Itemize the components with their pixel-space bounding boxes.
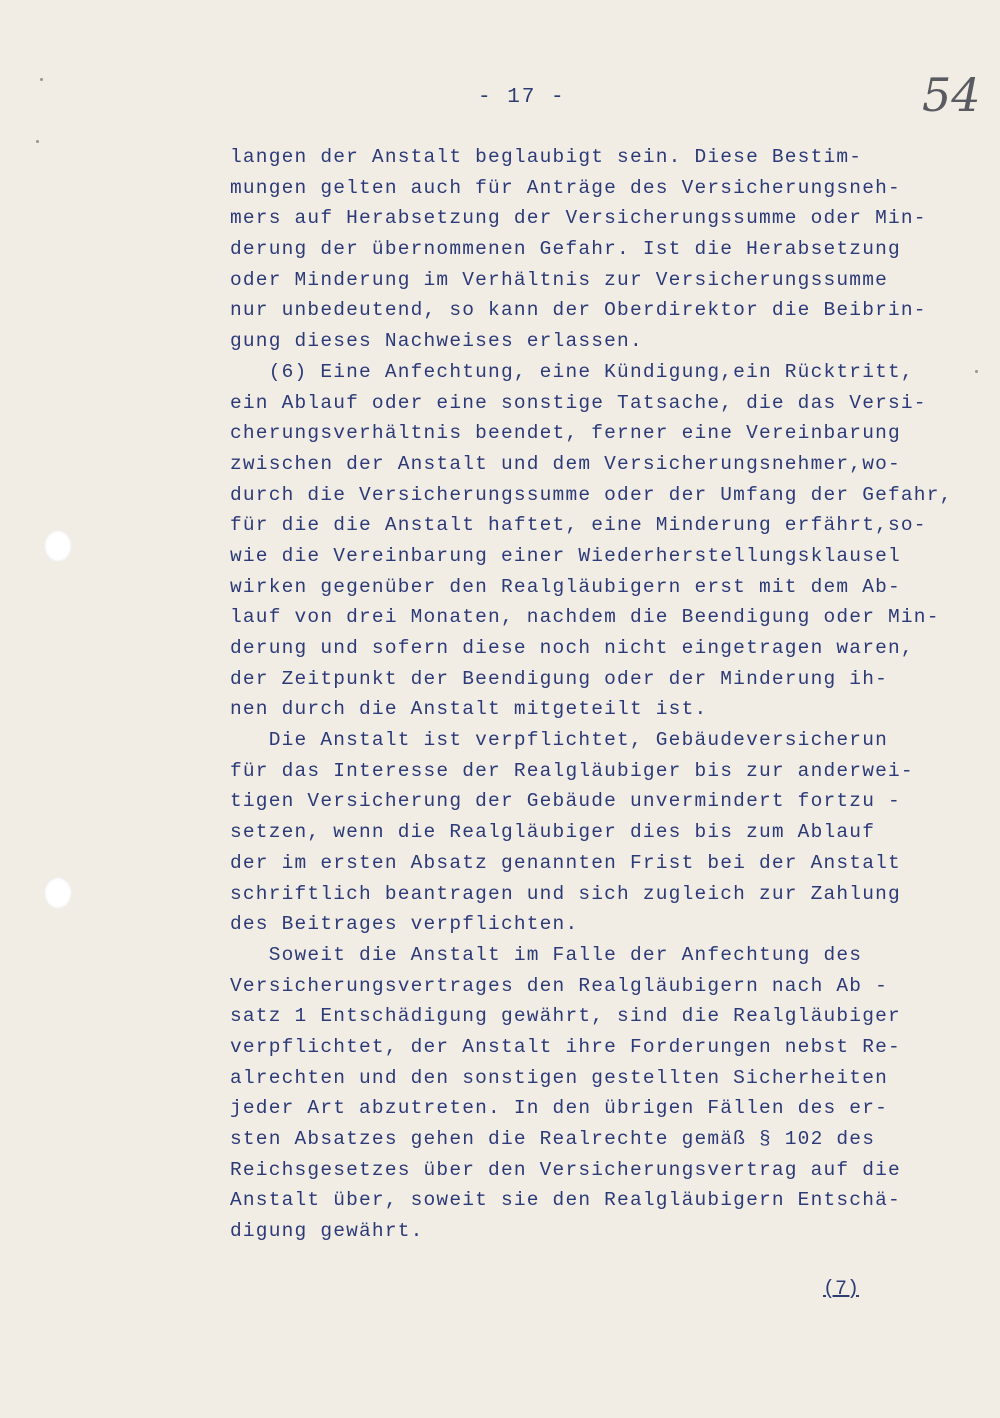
text-line: schriftlich beantragen und sich zugleich zur Zahlung <box>230 882 901 905</box>
text-line: der im ersten Absatz genannten Frist bei der Anstalt <box>230 851 901 874</box>
text-line: Anstalt über, soweit sie den Realgläubigern Entschä- <box>230 1189 901 1212</box>
text-line: nur unbedeutend, so kann der Oberdirektor die Beibrin- <box>230 299 927 322</box>
text-line: sten Absatzes gehen die Realrechte gemäß § 102 des <box>230 1128 876 1150</box>
text-line: verpflichtet, der Anstalt ihre Forderungen nebst Re- <box>230 1035 901 1058</box>
paper-speck <box>40 78 43 81</box>
text-line: cherungsverhältnis beendet, ferner eine Vereinbarung <box>230 422 901 445</box>
text-line: langen der Anstalt beglaubigt sein. Diese Bestim- <box>230 146 863 168</box>
body-text <box>230 142 953 1247</box>
text-line: für die die Anstalt haftet, eine Minderung erfährt,so- <box>230 514 927 537</box>
text-line: jeder Art abzutreten. In den übrigen Fällen des er- <box>230 1097 888 1120</box>
continuation-reference: (7) <box>823 1278 860 1301</box>
text-line: Soweit die Anstalt im Falle der Anfechtung des <box>230 943 863 966</box>
text-line: lauf von drei Monaten, nachdem die Beendigung oder Min- <box>230 606 940 629</box>
text-line: mers auf Herabsetzung der Versicherungssumme oder Min- <box>230 207 927 230</box>
text-line: derung und sofern diese noch nicht eingetragen waren, <box>230 637 914 659</box>
paper-speck <box>36 140 39 143</box>
text-line: nen durch die Anstalt mitgeteilt ist. <box>230 698 708 721</box>
text-line: setzen, wenn die Realgläubiger dies bis zum Ablauf <box>230 821 876 844</box>
page-number: - 17 - <box>478 86 566 109</box>
text-line: gung dieses Nachweises erlassen. <box>230 330 643 353</box>
text-line: ein Ablauf oder eine sonstige Tatsache, die das Versi- <box>230 391 927 414</box>
text-line: derung der übernommenen Gefahr. Ist die Herabsetzung <box>230 238 901 261</box>
text-line: satz 1 Entschädigung gewährt, sind die Realgläubiger <box>230 1005 901 1028</box>
text-line: (6) Eine Anfechtung, eine Kündigung,ein Rücktritt, <box>230 360 914 383</box>
text-line: Reichsgesetzes über den Versicherungsvertrag auf die <box>230 1158 901 1181</box>
punch-hole-top <box>44 530 72 562</box>
text-line: tigen Versicherung der Gebäude unvermindert fortzu - <box>230 790 901 813</box>
text-line: durch die Versicherungssumme oder der Umfang der Gefahr, <box>230 483 953 506</box>
text-line: mungen gelten auch für Anträge des Versicherungsneh- <box>230 176 901 199</box>
paper-speck <box>975 370 978 373</box>
punch-hole-bottom <box>44 877 72 909</box>
text-line: des Beitrages verpflichten. <box>230 913 579 936</box>
handwritten-archive-number: 54 <box>922 68 981 122</box>
text-line: wie die Vereinbarung einer Wiederherstellungsklausel <box>230 544 901 567</box>
text-line: wirken gegenüber den Realgläubigern erst mit dem Ab- <box>230 575 901 598</box>
text-line: für das Interesse der Realgläubiger bis zur anderwei- <box>230 759 914 782</box>
text-line: alrechten und den sonstigen gestellten Sicherheiten <box>230 1066 888 1089</box>
text-line: Versicherungsvertrages den Realgläubigern nach Ab - <box>230 974 888 997</box>
text-line: digung gewährt. <box>230 1220 424 1243</box>
text-line: oder Minderung im Verhältnis zur Versicherungssumme <box>230 268 888 291</box>
text-line: zwischen der Anstalt und dem Versicherungsnehmer,wo- <box>230 452 901 475</box>
text-line: der Zeitpunkt der Beendigung oder der Minderung ih- <box>230 667 888 690</box>
text-line: Die Anstalt ist verpflichtet, Gebäudeversicherun <box>230 729 888 752</box>
